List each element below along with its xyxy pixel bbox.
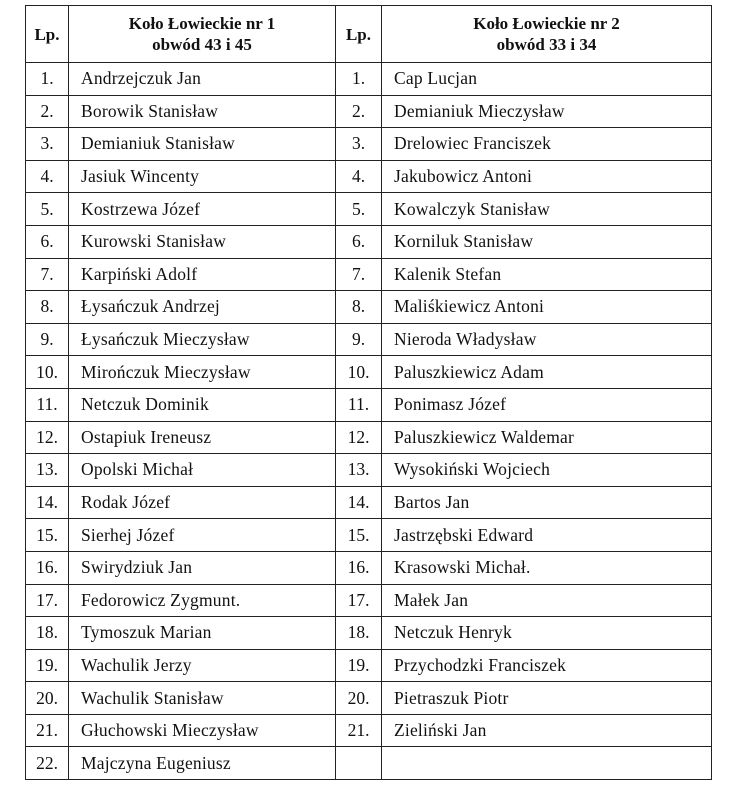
club2-number-cell: 4.: [336, 160, 382, 193]
table-row: [26, 486, 712, 519]
club1-member-name: Mirończuk Mieczysław: [69, 356, 336, 389]
table-row: [26, 454, 712, 487]
table-row: [26, 258, 712, 291]
club2-member-name: Zieliński Jan: [382, 714, 712, 747]
club1-member-name: Andrzejczuk Jan: [69, 63, 336, 96]
club2-member-name: Jakubowicz Antoni: [382, 160, 712, 193]
club1-number-cell: 6.: [26, 225, 69, 258]
club2-district: obwód 33 i 34: [496, 35, 597, 54]
club2-number-cell: 5.: [336, 193, 382, 226]
header-row: [26, 6, 712, 63]
club2-member-name: Małek Jan: [382, 584, 712, 617]
club2-number-cell: 12.: [336, 421, 382, 454]
club2-number-cell: 18.: [336, 617, 382, 650]
club2-member-name: Maliśkiewicz Antoni: [382, 291, 712, 324]
club1-number-cell: 12.: [26, 421, 69, 454]
club1-member-name: Tymoszuk Marian: [69, 617, 336, 650]
club1-member-name: Fedorowicz Zygmunt.: [69, 584, 336, 617]
club1-number-cell: 11.: [26, 388, 69, 421]
table-row: [26, 63, 712, 96]
club2-number-cell: 10.: [336, 356, 382, 389]
table-row: [26, 356, 712, 389]
club2-member-name: Nieroda Władysław: [382, 323, 712, 356]
club2-member-name: Bartos Jan: [382, 486, 712, 519]
table-row: [26, 128, 712, 161]
club1-member-name: Jasiuk Wincenty: [69, 160, 336, 193]
club2-member-name: Krasowski Michał.: [382, 551, 712, 584]
club2-member-name: Cap Lucjan: [382, 63, 712, 96]
club1-number-cell: 2.: [26, 95, 69, 128]
club2-member-name: Ponimasz Józef: [382, 388, 712, 421]
lp-header-right: Lp.: [336, 6, 382, 63]
table-row: [26, 323, 712, 356]
table-row: [26, 388, 712, 421]
club1-member-name: Wachulik Stanisław: [69, 682, 336, 715]
club1-number-cell: 10.: [26, 356, 69, 389]
table-row: [26, 291, 712, 324]
table-row: [26, 551, 712, 584]
club2-member-name: Paluszkiewicz Waldemar: [382, 421, 712, 454]
club2-number-cell: 7.: [336, 258, 382, 291]
club1-number-cell: 22.: [26, 747, 69, 780]
club1-member-name: Rodak Józef: [69, 486, 336, 519]
club1-header: [69, 6, 336, 63]
club1-member-name: Łysańczuk Mieczysław: [69, 323, 336, 356]
club1-member-name: Głuchowski Mieczysław: [69, 714, 336, 747]
club1-number-cell: 19.: [26, 649, 69, 682]
club2-member-name: Kalenik Stefan: [382, 258, 712, 291]
club2-number-cell: 16.: [336, 551, 382, 584]
club2-member-name: Paluszkiewicz Adam: [382, 356, 712, 389]
club2-member-name: Korniluk Stanisław: [382, 225, 712, 258]
club2-member-name: Jastrzębski Edward: [382, 519, 712, 552]
club2-number-cell: 9.: [336, 323, 382, 356]
club2-number-cell: 20.: [336, 682, 382, 715]
club1-member-name: Opolski Michał: [69, 454, 336, 487]
hunters-table: [25, 5, 712, 780]
club2-member-name: Kowalczyk Stanisław: [382, 193, 712, 226]
club2-number-cell: 13.: [336, 454, 382, 487]
club2-number-cell: 8.: [336, 291, 382, 324]
club2-member-name: Netczuk Henryk: [382, 617, 712, 650]
table-row: [26, 649, 712, 682]
club2-number-cell: 6.: [336, 225, 382, 258]
club1-number-cell: 9.: [26, 323, 69, 356]
club1-member-name: Kurowski Stanisław: [69, 225, 336, 258]
club1-title: Koło Łowieckie nr 1: [128, 14, 276, 33]
table-row: [26, 682, 712, 715]
table-row: [26, 519, 712, 552]
club1-number-cell: 21.: [26, 714, 69, 747]
club2-number-cell: 2.: [336, 95, 382, 128]
club1-member-name: Sierhej Józef: [69, 519, 336, 552]
club2-number-cell: 19.: [336, 649, 382, 682]
table-row: [26, 617, 712, 650]
club1-member-name: Kostrzewa Józef: [69, 193, 336, 226]
table-row: [26, 160, 712, 193]
club1-number-cell: 13.: [26, 454, 69, 487]
table-body: [26, 63, 712, 780]
club1-member-name: Karpiński Adolf: [69, 258, 336, 291]
club1-member-name: Ostapiuk Ireneusz: [69, 421, 336, 454]
club2-number-cell: 11.: [336, 388, 382, 421]
club2-header: [382, 6, 712, 63]
table-header: [26, 6, 712, 63]
club1-number-cell: 3.: [26, 128, 69, 161]
table-row: [26, 747, 712, 780]
table-row: [26, 225, 712, 258]
club2-number-cell: 1.: [336, 63, 382, 96]
club2-number-cell: 17.: [336, 584, 382, 617]
club1-number-cell: 5.: [26, 193, 69, 226]
club1-number-cell: 15.: [26, 519, 69, 552]
table-row: [26, 421, 712, 454]
club1-number-cell: 17.: [26, 584, 69, 617]
club1-member-name: Netczuk Dominik: [69, 388, 336, 421]
club1-number-cell: 18.: [26, 617, 69, 650]
club1-member-name: Majczyna Eugeniusz: [69, 747, 336, 780]
club2-member-name: Pietraszuk Piotr: [382, 682, 712, 715]
club1-number-cell: 1.: [26, 63, 69, 96]
club1-number-cell: 14.: [26, 486, 69, 519]
club1-member-name: Łysańczuk Andrzej: [69, 291, 336, 324]
club1-member-name: Wachulik Jerzy: [69, 649, 336, 682]
table-row: [26, 714, 712, 747]
club2-number-cell: 15.: [336, 519, 382, 552]
club2-number-cell: 14.: [336, 486, 382, 519]
lp-header-left: Lp.: [26, 6, 69, 63]
club2-member-name: Przychodzki Franciszek: [382, 649, 712, 682]
club2-title: Koło Łowieckie nr 2: [473, 14, 620, 33]
club2-member-name: Demianiuk Mieczysław: [382, 95, 712, 128]
club2-number-cell: [336, 747, 382, 780]
club1-number-cell: 20.: [26, 682, 69, 715]
club1-member-name: Swirydziuk Jan: [69, 551, 336, 584]
table-row: [26, 584, 712, 617]
club1-number-cell: 16.: [26, 551, 69, 584]
club2-member-name: Wysokiński Wojciech: [382, 454, 712, 487]
club1-number-cell: 4.: [26, 160, 69, 193]
club2-member-name: [382, 747, 712, 780]
club1-member-name: Demianiuk Stanisław: [69, 128, 336, 161]
club2-number-cell: 3.: [336, 128, 382, 161]
club1-district: obwód 43 i 45: [152, 35, 252, 54]
table-row: [26, 95, 712, 128]
club1-member-name: Borowik Stanisław: [69, 95, 336, 128]
table-row: [26, 193, 712, 226]
club2-number-cell: 21.: [336, 714, 382, 747]
club1-number-cell: 7.: [26, 258, 69, 291]
club2-member-name: Drelowiec Franciszek: [382, 128, 712, 161]
club1-number-cell: 8.: [26, 291, 69, 324]
